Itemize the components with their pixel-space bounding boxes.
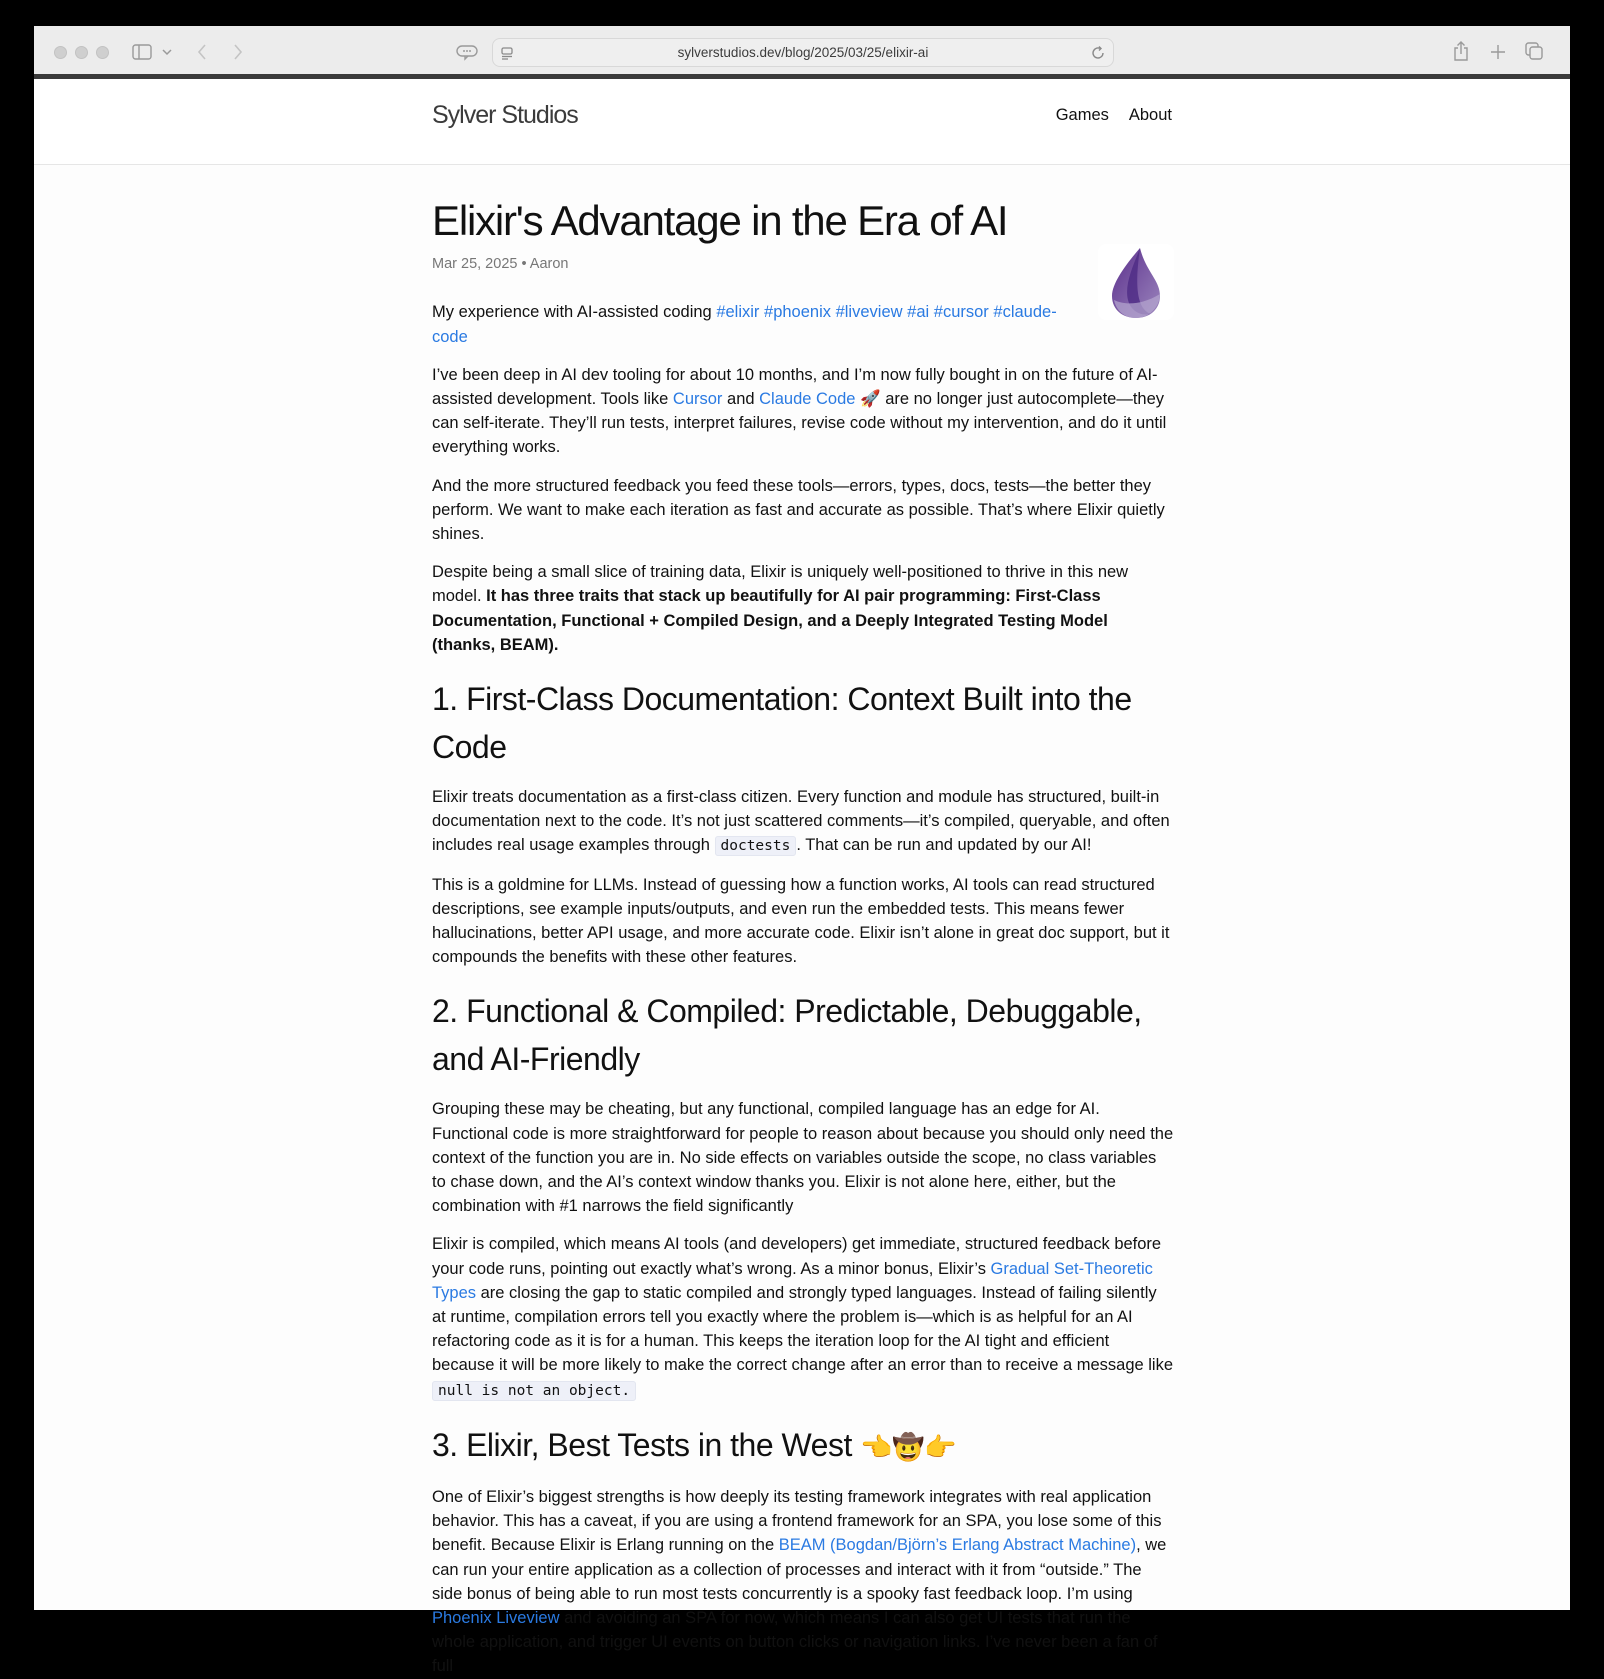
tag-link[interactable]: #elixir bbox=[716, 303, 760, 322]
section-heading-2: 2. Functional & Compiled: Predictable, Debuggable, and AI-Friendly bbox=[432, 993, 1142, 1078]
post-title: Elixir's Advantage in the Era of AI bbox=[432, 197, 1008, 244]
paragraph: Despite being a small slice of training data, Elixir is uniquely well-positioned to thrive in this new model. It has three traits that stack up beautifully for AI pair programming: First-Class Documentation, Functional + Compiled Design, and a Deeply Integrated Testing Model (thanks, BEAM). bbox=[432, 563, 1129, 654]
paragraph: I’ve been deep in AI dev tooling for about 10 months, and I’m now fully bought in on the future of AI-assisted development. Tools like Cursor and Claude Code 🚀 are no longer just autocomplete—they can self-iterate. They’ll run tests, interpret failures, revise code without my intervention, and do it until everything works. bbox=[432, 365, 1167, 457]
key-traits-bold: It has three traits that stack up beautifully for AI pair programming: First-Class Documentation, Functional + Compiled Design, and a Deeply Integrated Testing Model (thanks, BEAM). bbox=[432, 587, 1108, 654]
post-intro: My experience with AI-assisted coding #elixir #phoenix #liveview #ai #cursor #claude-code bbox=[432, 303, 1057, 346]
tag-link[interactable]: #claude-code bbox=[432, 303, 1057, 346]
url-text[interactable]: sylverstudios.dev/blog/2025/03/25/elixir-ai bbox=[677, 45, 929, 60]
post-article bbox=[432, 166, 1174, 1679]
inline-code: null is not an object. bbox=[432, 1381, 636, 1401]
pointing-cowboy-emoji-icon: 👈🤠👉 bbox=[860, 1431, 956, 1462]
browser-window bbox=[34, 26, 1570, 1676]
back-icon[interactable] bbox=[192, 40, 212, 64]
share-icon[interactable] bbox=[1449, 38, 1473, 64]
site-header bbox=[34, 84, 1570, 165]
nav-link-about[interactable]: About bbox=[1128, 106, 1172, 124]
set-theoretic-types-link[interactable]: Gradual Set-Theoretic Types bbox=[432, 1259, 1153, 1302]
section-heading-1: 1. First-Class Documentation: Context Built into the Code bbox=[432, 681, 1132, 766]
rocket-icon: 🚀 bbox=[860, 390, 881, 408]
claude-code-link[interactable]: Claude Code bbox=[759, 390, 856, 408]
translate-icon[interactable] bbox=[454, 40, 480, 64]
close-window-button[interactable] bbox=[54, 46, 67, 59]
paragraph: One of Elixir’s biggest strengths is how deeply its testing framework integrates with real application behavior. This has a caveat, if you are using a frontend framework for an SPA, you lose some of this benefit. Because Elixir is Erlang running on the BEAM (Bogdan/Björn’s Erlang Abstract Machine), we can run your entire application as a collection of processes and interact with it from “outside.” The side bonus of being able to run most tests concurrently is a spooky fast feedback loop. I’m using Phoenix Liveview and avoiding an SPA for now, which means I can also get UI tests that run the whole application, and trigger UI events on button clicks or navigation links. I’ve never been a fan of full bbox=[432, 1487, 1167, 1676]
zoom-window-button[interactable] bbox=[96, 46, 109, 59]
paragraph: Elixir is compiled, which means AI tools (and developers) get immediate, structured feedback before your code runs, pointing out exactly what’s wrong. As a minor bonus, Elixir’s Gradual Set-Theoretic Types are closing the gap to static compiled and strongly typed languages. Instead of failing silently at runtime, compilation errors tell you exactly where the problem is—which is as helpful for an AI refactoring code as it is for a human. This keeps the iteration loop for the AI tight and efficient because it will be more likely to make the correct change after an error than to receive a message like null is not an object. bbox=[432, 1235, 1174, 1399]
elixir-logo-icon bbox=[1098, 244, 1174, 320]
paragraph: Grouping these may be cheating, but any functional, compiled language has an edge for AI. Functional code is more straightforward for people to reason about because you should only need the context of the function you are in. No side effects on variables outside the scope, no class variables to chase down, and the AI’s context window thanks you. Elixir is not alone here, either, but the combination with #1 narrows the field significantly bbox=[432, 1100, 1174, 1216]
paragraph: And the more structured feedback you feed these tools—errors, types, docs, tests—the better they perform. We want to make each iteration as fast and accurate as possible. That’s where Elixir quietly shines. bbox=[432, 476, 1165, 544]
beam-link[interactable]: BEAM (Bogdan/Björn’s Erlang Abstract Machine) bbox=[778, 1536, 1137, 1555]
chevron-down-icon[interactable] bbox=[160, 42, 174, 62]
tabs-overview-icon[interactable] bbox=[1522, 39, 1546, 63]
minimize-window-button[interactable] bbox=[75, 46, 88, 59]
tag-link[interactable]: #phoenix bbox=[764, 303, 831, 322]
tag-link[interactable]: #cursor bbox=[933, 303, 989, 322]
section-heading-3: 3. Elixir, Best Tests in the West 👈🤠👉 bbox=[432, 1426, 956, 1463]
site-title-link[interactable]: Sylver Studios bbox=[432, 101, 578, 129]
web-page bbox=[34, 84, 1570, 1676]
site-nav bbox=[1056, 106, 1172, 125]
inline-code: doctests bbox=[715, 836, 797, 856]
phoenix-liveview-link[interactable]: Phoenix Liveview bbox=[432, 1608, 560, 1627]
cursor-link[interactable]: Cursor bbox=[672, 390, 723, 408]
address-bar[interactable] bbox=[492, 38, 1114, 67]
forward-icon[interactable] bbox=[228, 40, 248, 64]
window-controls bbox=[54, 46, 109, 59]
browser-toolbar bbox=[34, 26, 1570, 79]
tag-link[interactable]: #ai bbox=[907, 303, 930, 322]
sidebar-icon[interactable] bbox=[130, 40, 154, 64]
tag-link[interactable]: #liveview bbox=[835, 303, 903, 322]
paragraph: Elixir treats documentation as a first-class citizen. Every function and module has structured, built-in documentation next to the code. It’s not just scattered comments—it’s compiled, queryable, and often includes real usage examples through doctests . That can be run and updated by our AI! bbox=[432, 788, 1170, 855]
nav-link-games[interactable]: Games bbox=[1055, 106, 1109, 124]
paragraph: This is a goldmine for LLMs. Instead of guessing how a function works, AI tools can read structured descriptions, see example inputs/outputs, and even run the embedded tests. This means fewer hallucinations, better API usage, and more accurate code. Elixir isn’t alone in great doc support, but it compounds the benefits with these other features. bbox=[432, 875, 1170, 967]
reload-icon[interactable] bbox=[1089, 44, 1107, 62]
new-tab-icon[interactable] bbox=[1486, 40, 1510, 64]
post-meta: Mar 25, 2025 • Aaron bbox=[432, 256, 569, 273]
